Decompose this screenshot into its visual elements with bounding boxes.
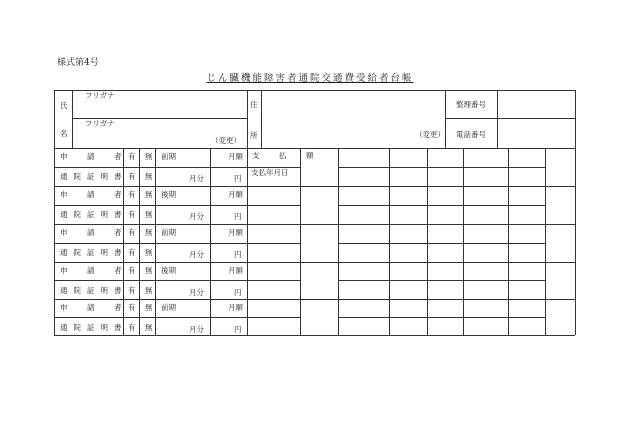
name-label-1: 氏 (60, 101, 68, 110)
furigana-label-2: フリガナ (85, 119, 115, 128)
monthly-label: 月額 (228, 266, 243, 275)
yen-label: 円 (234, 325, 242, 334)
no-label: 無 (145, 248, 153, 257)
period-label: 後期 (161, 266, 176, 275)
yes-label: 有 (128, 248, 136, 257)
yen-label: 円 (234, 288, 242, 297)
payment-amount-label: 支 払 額 (252, 151, 320, 160)
form-title: じん臓機能障害者通院交通費受給者台帳 (206, 73, 414, 84)
month-part-label: 月分 (189, 174, 204, 183)
period-label: 前期 (161, 303, 176, 312)
no-label: 無 (145, 210, 153, 219)
payment-date-label: 支払年月日 (251, 168, 289, 177)
month-part-label: 月分 (189, 325, 204, 334)
yes-label: 有 (128, 286, 136, 295)
yes-label: 有 (128, 303, 136, 312)
certificate-label: 通院証明書 (60, 286, 128, 295)
yen-label: 円 (234, 174, 242, 183)
certificate-label: 通院証明書 (60, 248, 128, 257)
period-label: 後期 (161, 190, 176, 199)
applicant-label: 申 請 者 (60, 190, 128, 199)
yes-label: 有 (128, 228, 136, 237)
monthly-label: 月額 (228, 190, 243, 199)
address-change-note: （変更） (415, 130, 445, 139)
no-label: 無 (145, 172, 153, 181)
period-label: 前期 (161, 152, 176, 161)
phone-number-label: 電話番号 (456, 130, 486, 139)
applicant-label: 申 請 者 (60, 303, 128, 312)
period-label: 前期 (161, 228, 176, 237)
yen-label: 円 (234, 250, 242, 259)
applicant-label: 申 請 者 (60, 266, 128, 275)
no-label: 無 (145, 152, 153, 161)
name-label-2: 名 (60, 129, 68, 138)
no-label: 無 (145, 286, 153, 295)
yes-label: 有 (128, 266, 136, 275)
monthly-label: 月額 (228, 228, 243, 237)
no-label: 無 (145, 266, 153, 275)
yes-label: 有 (128, 323, 136, 332)
yes-label: 有 (128, 152, 136, 161)
monthly-label: 月額 (228, 152, 243, 161)
name-change-note: （変更） (211, 136, 241, 145)
month-part-label: 月分 (189, 250, 204, 259)
certificate-label: 通院証明書 (60, 323, 128, 332)
yes-label: 有 (128, 172, 136, 181)
monthly-label: 月額 (228, 303, 243, 312)
registration-number-label: 整理番号 (456, 100, 486, 109)
applicant-label: 申 請 者 (60, 228, 128, 237)
no-label: 無 (145, 228, 153, 237)
certificate-label: 通院証明書 (60, 210, 128, 219)
yes-label: 有 (128, 210, 136, 219)
address-label-1: 住 (250, 100, 258, 109)
yen-label: 円 (234, 212, 242, 221)
no-label: 無 (145, 303, 153, 312)
no-label: 無 (145, 323, 153, 332)
month-part-label: 月分 (189, 212, 204, 221)
furigana-label-1: フリガナ (85, 91, 115, 100)
applicant-label: 申 請 者 (60, 152, 128, 161)
address-label-2: 所 (250, 131, 258, 140)
certificate-label: 通院証明書 (60, 172, 128, 181)
form-number: 様式第4号 (57, 58, 99, 68)
month-part-label: 月分 (189, 288, 204, 297)
yes-label: 有 (128, 190, 136, 199)
no-label: 無 (145, 190, 153, 199)
